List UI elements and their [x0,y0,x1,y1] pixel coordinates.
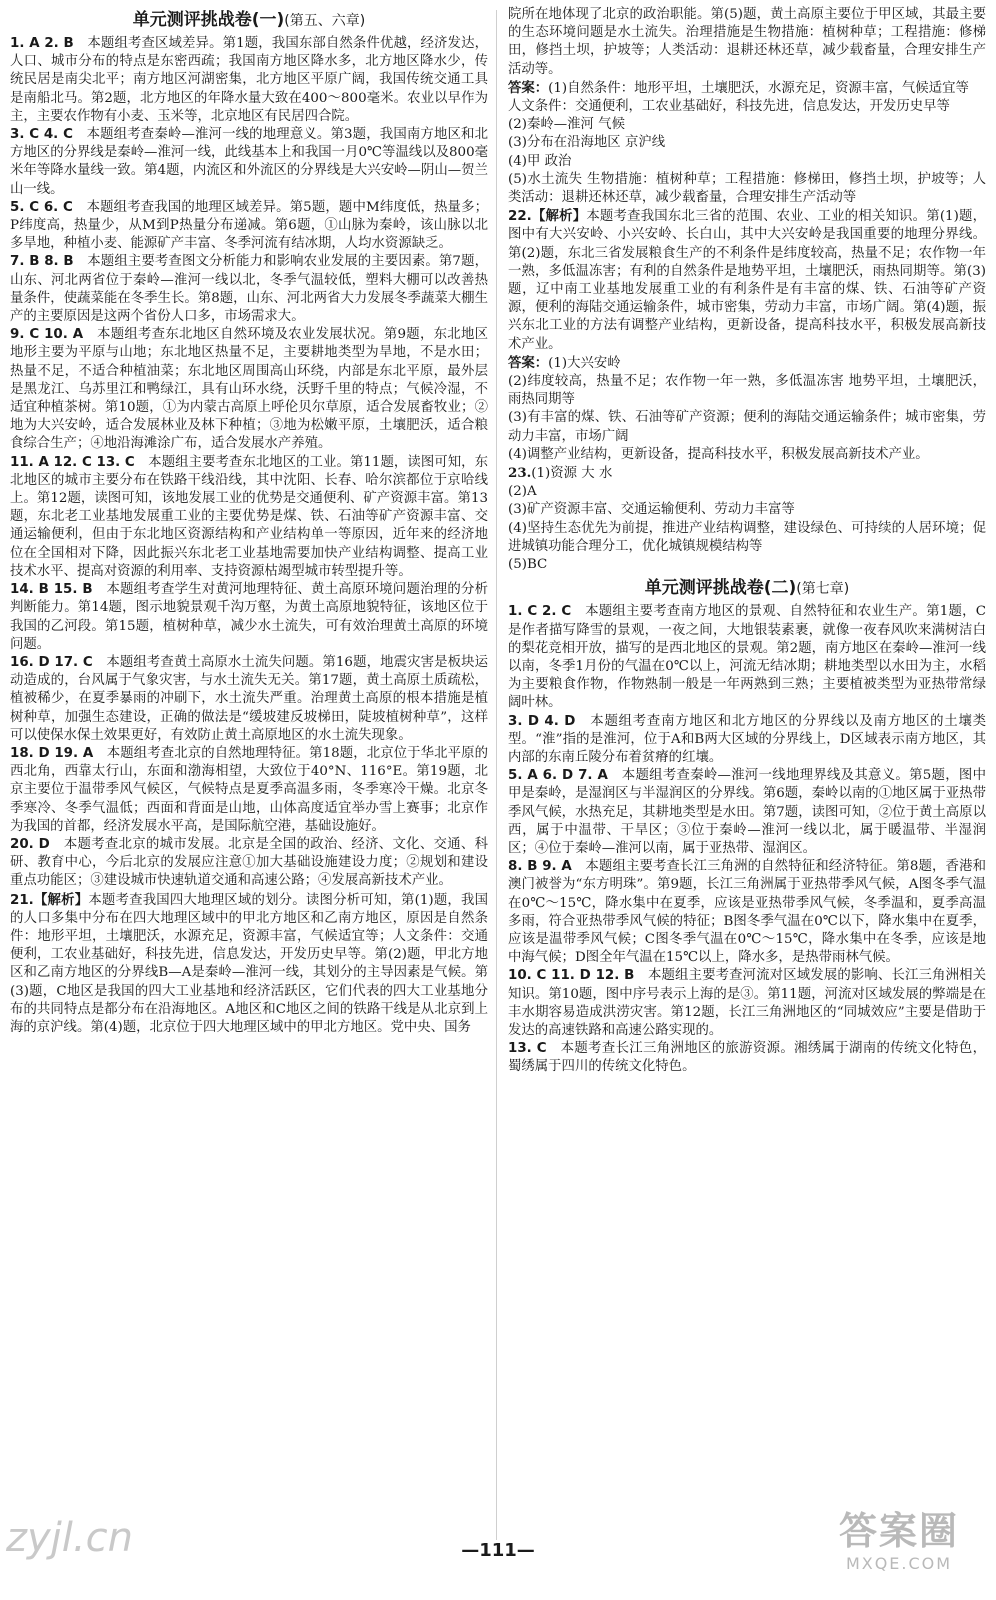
item-number: 20. D [10,836,50,852]
answer-item [508,713,986,768]
answer-line: (4)坚持生态优先为前提，推进产业结构调整，建设绿色、可持续的人居环境；促进城镇功能合理分工，优化城镇规模结构等 [508,520,986,554]
page-number: —111— [461,1540,535,1561]
answer-line: (5)BC [508,557,548,573]
answer-item [508,1040,986,1076]
answer-line: (4)甲 政治 [508,153,572,169]
answer-label: 答案： [508,354,549,371]
item-text: 本题组考查南方地区和北方地区的分界线以及南方地区的土壤类型。“淮”指的是淮河，位于A和B两大区域的分界线上，D区域表示南方地区，其内部的东南丘陵分布着贫瘠的红壤。 [508,713,987,765]
item-text: 本题组主要考查南方地区的景观、自然特征和农业生产。第1题，C是作者描写降雪的景观，一夜之间，大地银装素裹，就像一夜春风吹来满树洁白的梨花竞相开放，描写的是西北地区的景观。第2题，南方地区在秦岭—淮河一线以南，冬季1月份的气温在0℃以上，河流无结冰期；耕地类型以水田为主，水稻为主要粮食作物，作物熟制一般是一年两熟到三熟；主要植被类型为亚热带常绿阔叶林。 [508,604,987,711]
item-text: 本题组考查东北地区自然环境及农业发展状况。第9题，东北地区地形主要为平原与山地；东北地区热量不足，主要耕地类型为旱地，不是水田；热量不足，不适合种植油菜；东北地区周围高山环绕，内部是东北平原，最外层是黑龙江、乌苏里江和鸭绿江，具有山环水绕，沃野千里的特点；气候冷湿，不适宜种植茶树。第10题，①为内蒙古高原上呼伦贝尔草原，适合发展畜牧业；②地为大兴安岭，适合发展林业及林下种植；③地为松嫩平原，土壤肥沃，适合粮食综合生产；④地沿海滩涂广布，适合发展水产养殖。 [10,327,488,452]
item-text: 本题组考查秦岭—淮河一线的地理意义。第3题，我国南方地区和北方地区的分界线是秦岭—淮河一线，此线基本上和我国一月0℃等温线以及800毫米年等降水量线一致。第4题，内流区和外流区的分界线是大兴安岭—阴山—贺兰山一线。 [10,127,488,197]
watermark-url: MXQE.COM [845,1554,953,1573]
answer-item [10,454,488,581]
item-number: 5. C 6. C [10,199,73,215]
answer-item [10,581,488,654]
item-number: 14. B 15. B [10,582,93,598]
section-title-sub: (第五、六章) [284,13,366,29]
answer-item [10,745,488,836]
answer-line: (2)A [508,484,537,500]
answer-item [10,199,488,254]
section-title-text: 单元测评挑战卷(二) [644,578,797,599]
item-number: 13. C [508,1041,547,1057]
watermark-logo-text: 答案圈 [838,1509,959,1553]
continuation-text [508,6,986,79]
item-text: 本题考查北京的城市发展。北京是全国的政治、经济、文化、交通、科研、教育中心，今后北京的发展应注意①加大基础设施建设力度；②规划和建设重点功能区；③建设城市快速轨道交通和高速公路；④发展高新技术产业。 [10,836,489,889]
item-text: 本题组考查区域差异。第1题，我国东部自然条件优越，经济发达，人口、城市分布的特点是东密西疏；我国南方地区降水多，北方地区降水少，传统民居是南尖北平；南方地区河湖密集，北方地区平原广阔，我国传统交通工具是南船北马。第2题，北方地区的年降水量大致在400～800毫米。农业以早作为主，主要农作物有小麦、玉米等，北京地区有民居四合院。 [10,36,488,124]
item-text: 本题组考查秦岭—淮河一线地理界线及其意义。第5题，图中甲是秦岭，是湿润区与半湿润区的分界线。第6题，秦岭以南的①地区属于亚热带季风气候，水热充足，其耕地类型是水田。第7题，读图可知，②位于黄土高原以西，属于中温带、干旱区；③位于秦岭—淮河一线以北，属于暖温带、半湿润区；④位于秦岭—淮河以南，属于亚热带、湿润区。 [508,768,986,856]
section-title-2 [508,576,986,601]
item-number: 8. B 9. A [508,859,572,875]
item-number: 1. A 2. B [10,36,74,51]
item-text: 本题组考查学生对黄河地理特征、黄土高原环境问题治理的分析判断能力。第14题，图示地貌景观千沟万壑，为黄土高原地貌特征，该地区位于我国的乙河段。第15题，植树种草，减少水土流失，可有效治理黄土高原的环境问题。 [10,582,489,652]
answer-line: (3)矿产资源丰富、交通运输便利、劳动力丰富等 [508,502,795,518]
answer-item [10,35,488,126]
answer-line: (1)大兴安岭 [548,355,621,371]
item-number: 10. C 11. D 12. B [508,968,635,984]
answer-23 [508,464,986,483]
item-text: 院所在地体现了北京的政治职能。第(5)题，黄土高原主要位于甲区域，其最主要的生态环境问题是水土流失。治理措施是生物措施：植树种草；工程措施：修梯田，修挡土坝，护坡等；人类活动：退耕还林还草，减少载畜量，合理安排生产活动等。 [508,7,986,77]
answer-line: (3)分布在沿海地区 京沪线 [508,135,666,151]
answer-item [508,207,986,354]
answer-item [10,836,488,891]
answer-line: (3)有丰富的煤、铁、石油等矿产资源；便利的海陆交通运输条件；城市密集，劳动力丰富，市场广阔 [508,410,986,444]
item-text: 本题组考查黄土高原水土流失问题。第16题，地震灾害是板块运动造成的，台风属于气象灾害，与水土流失无关。第17题，黄土高原土质疏松，植被稀少，在夏季暴雨的冲刷下，水土流失严重。治理黄土高原的根本措施是植树种草，加强生态建设，正确的做法是“缓坡建反坡梯田，陡坡植树种草”，这样可以使保水保土效果更好，有效防止黄土高原地区的水土流失现象。 [10,654,488,743]
item-text: 本题组主要考查图文分析能力和影响农业发展的主要因素。第7题，山东、河北两省位于秦岭—淮河一线以北，冬季气温较低，塑料大棚可以改善热量条件，使蔬菜能在冬季生长。第8题，山东、河北两省大力发展冬季蔬菜大棚生产的主要原因是这两个省份人口多，市场需求大。 [10,254,488,325]
item-number: 21. [10,892,34,908]
item-text: 本题考查长江三角洲地区的旅游资源。湘绣属于湖南的传统文化特色，蜀绣属于四川的传统文化特色。 [508,1041,987,1075]
item-text: 本题组主要考查河流对区域发展的影响、长江三角洲相关知识。第10题，图中序号表示上海的是③。第11题，河流对区域发展的弊端是在丰水期容易造成洪涝灾害。第12题，长江三角洲地区的“同城效应”主要是借助于发达的高速铁路和高速公路实现的。 [508,968,987,1038]
item-number: 7. B 8. B [10,254,74,270]
answer-item [508,603,986,712]
answer-item [508,967,986,1040]
watermark-right [824,1508,974,1573]
answer-line: 人文条件：交通便利，工农业基础好，科技先进，信息发达，开发历史早等 [508,99,950,115]
answer-item [10,253,488,326]
answer-item [10,654,488,745]
item-number: 5. A 6. D 7. A [508,768,608,784]
item-number: 11. A 12. C 13. C [10,454,135,470]
answer-line: (4)调整产业结构，更新设备，提高科技水平，积极发展高新技术产业。 [508,446,929,462]
section-title-text: 单元测评挑战卷(一) [132,10,285,30]
item-number: 18. D 19. A [10,745,94,761]
answer-21 [508,79,986,98]
answer-line: (2)秦岭—淮河 气候 [508,117,625,133]
item-text: 本题考查我国四大地理区域的划分。读图分析可知，第(1)题，我国的人口多集中分布在四大地理区域中的甲北方地区和乙南方地区，原因是自然条件：地形平坦，土壤肥沃，水源充足，资源丰富，气候适宜等；人文条件：交通便利，工农业基础好，科技先进，信息发达，开发历史早等。第(2)题，甲北方地区和乙南方地区的分界线B—A是秦岭—淮河一线，其划分的主导因素是气候。第(3)题，C地区是我国的四大工业基地和经济活跃区，它们代表的四大工业基地分布的共同特点是都分布在沿海地区。A地区和C地区之间的铁路干线是从北京到上海的京沪线。第(4)题，北京位于四大地理区域中的甲北方地区。党中央、国务 [10,892,488,1035]
item-number: 1. C 2. C [508,604,572,620]
analysis-label: 【解析】 [33,891,89,908]
answer-line: (1)资源 大 水 [531,466,613,482]
left-column [10,6,488,1037]
answer-item [10,326,488,453]
right-column [508,6,986,1077]
item-text: 本题组主要考查长江三角洲的自然特征和经济特征。第8题，香港和澳门被誉为“东方明珠”。第9题，长江三角洲属于亚热带季风气候，A图冬季气温在0℃～15℃，降水集中在夏季，应该是亚热带季风气候，冬季温和，夏季高温多雨，符合亚热带季风气候的特征；B图冬季气温在0℃以下，降水集中在夏季，应该是温带季风气候；C图冬季气温在0℃～15℃，降水集中在冬季，应该是地中海气候；D图全年气温在15℃以上，降水多，是热带雨林气候。 [508,859,986,966]
answer-22 [508,354,986,373]
item-text: 本题组主要考查东北地区的工业。第11题，读图可知，东北地区的城市主要分布在铁路干线沿线，其中沈阳、长春、哈尔滨都位于京哈线上。第12题，读图可知，该地发展工业的优势是交通便利、矿产资源丰富。第13题，东北老工业基地发展重工业的主要优势是煤、铁、石油等矿产资源丰富、交通运输便利，但由于东北地区资源结构和产业结构单一等原因，近年来的经济地位在全国相对下降，因此振兴东北老工业基地需要加快产业结构调整、提高工业技术水平、提高对资源的利用率、支持资源枯竭型城市转型提升等。 [10,454,488,579]
item-number: 16. D 17. C [10,654,93,670]
answer-item [10,126,488,199]
column-divider [496,10,497,1540]
item-text: 本题组考查我国的地理区域差异。第5题，题中M纬度低，热量多；P纬度高，热量少，从M到P热量分布递减。第6题，①山脉为秦岭，该山脉以北多旱地，种植小麦、能源矿产丰富、冬季河流有结冰期，人均水资源缺乏。 [10,199,488,252]
answer-line: (1)自然条件：地形平坦，土壤肥沃，水源充足，资源丰富，气候适宜等 [548,80,969,96]
analysis-label: 【解析】 [531,208,587,225]
item-number: 9. C 10. A [10,327,84,343]
item-number: 22. [508,209,532,225]
answer-line: (5)水土流失 生物措施：植树种草；工程措施：修梯田，修挡土坝，护坡等；人类活动：退耕还林还草，减少载畜量，合理安排生产活动等 [508,171,986,206]
answer-item [10,891,488,1038]
answer-item [508,767,986,858]
item-number: 23. [508,465,532,482]
answer-label: 答案： [508,79,549,96]
item-number: 3. D 4. D [508,713,576,729]
answer-item [508,858,986,967]
item-text: 本题组考查北京的自然地理特征。第18题，北京位于华北平原的西北角，西靠太行山，东面和渤海相望，大致位于40°N、116°E。第19题，北京主要位于温带季风气候区，气候特点是夏季高温多雨，冬季寒冷干燥。北京冬季寒冷、冬季气温低；西面和背面是山地，山体高度适宜举办雪上赛事；北京作为我国的首都，经济发展水平高，是国际航空港，基础设施好。 [10,745,488,834]
answer-line: (2)纬度较高，热量不足；农作物一年一熟，多低温冻害 地势平坦，土壤肥沃，雨热同期等 [508,374,986,408]
section-title-sub: (第七章) [796,581,850,598]
item-text: 本题考查我国东北三省的范围、农业、工业的相关知识。第(1)题，图中有大兴安岭、小兴安岭、长白山，其中大兴安岭是我国重要的地理分界线。第(2)题，东北三省发展粮食生产的不利条件是纬度较高，热量不足；农作物一年一熟，多低温冻害；有利的自然条件是地势平坦，土壤肥沃，雨热同期等。第(3)题，辽中南工业基地发展重工业的有利条件是有丰富的煤、铁、石油等矿产资源，便利的海陆交通运输条件，城市密集，劳动力丰富，市场广阔。第(4)题，振兴东北工业的方法有调整产业结构，更新设备，提高科技水平，积极发展高新技术产业。 [508,209,986,352]
watermark-left: zyjl.cn [6,1515,133,1561]
item-number: 3. C 4. C [10,127,73,143]
section-title-1 [10,8,488,33]
